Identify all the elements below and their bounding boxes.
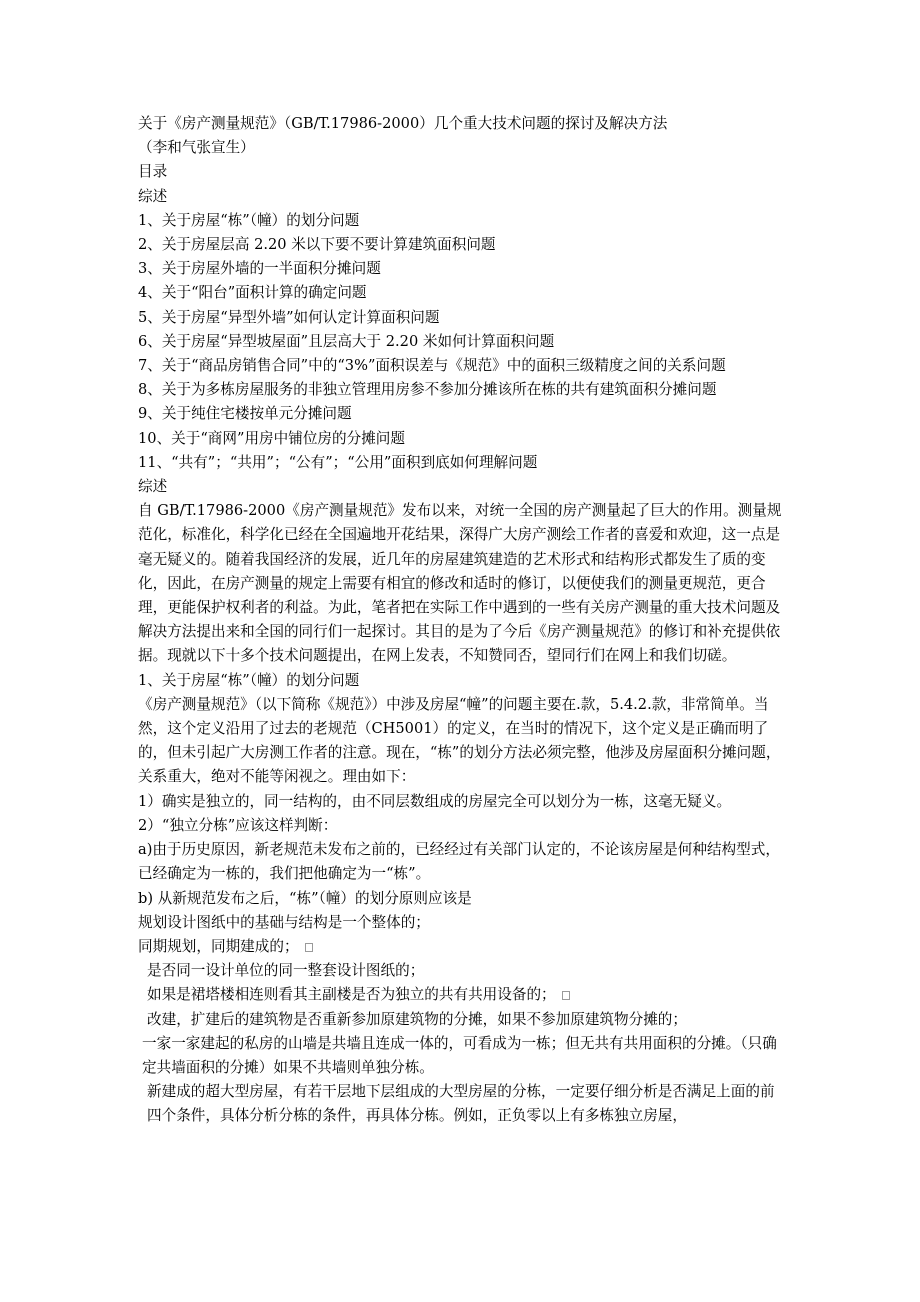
- criterion-text: 同期规划，同期建成的；: [138, 937, 299, 955]
- toc-item: 综述: [138, 187, 168, 205]
- criterion-item: [138, 1080, 788, 1128]
- point-a: a)由于历史原因，新老规范未发布之前的，已经经过有关部门认定的，不论该房屋是何种结构型式，已经确定为一栋的，我们把他确定为一“栋”。: [138, 841, 780, 883]
- toc-item: 6、关于房屋“异型坡屋面”且层高大于 2.20 米如何计算面积问题: [138, 332, 555, 350]
- toc-item: 1、关于房屋“栋”（幢）的划分问题: [138, 211, 360, 229]
- missing-glyph-box-icon: [562, 991, 570, 1000]
- criterion-text: 规划设计图纸中的基础与结构是一个整体的；: [138, 913, 430, 931]
- criterion-item: [138, 959, 788, 983]
- overview-paragraph: 自 GB/T.17986-2000《房产测量规范》发布以来，对统一全国的房产测量起了巨大的作用。测量规范化，标准化，科学化已经在全国遍地开花结果，深得广大房产测绘工作者的喜爱和欢迎，这一点是毫无疑义的。随着我国经济的发展，近几年的房屋建筑建造的艺术形式和结构形式都发生了质的变化，因此，在房产测量的规定上需要有相宜的修改和适时的修订，以便使我们的测量更规范，更合理，更能保护权利者的利益。为此，笔者把在实际工作中遇到的一些有关房产测量的重大技术问题及解决方法提出来和全国的同行们一起探讨。其目的是为了今后《房产测量规范》的修订和补充提供依据。现就以下十多个技术问题提出，在网上发表，不知赞同否，望同行们在网上和我们切磋。: [138, 502, 782, 665]
- toc-item: 5、关于房屋“异型外墙”如何认定计算面积问题: [138, 308, 440, 326]
- criterion-text: 是否同一设计单位的同一整套设计图纸的；: [147, 962, 425, 980]
- toc-item: 11、“共有”；“共用”；“公有”；“公用”面积到底如何理解问题: [138, 453, 538, 471]
- document-authors: （李和气张宣生）: [138, 139, 255, 157]
- criterion-item: [138, 911, 788, 935]
- document-page: [138, 112, 788, 1129]
- criterion-item: [138, 935, 788, 959]
- overview-heading: 综述: [138, 478, 168, 496]
- criterion-text: 如果是裙塔楼相连则看其主副楼是否为独立的共有共用设备的；: [147, 986, 556, 1004]
- criterion-item: [138, 1032, 788, 1080]
- point-2: 2）“独立分栋”应该这样判断：: [138, 816, 338, 834]
- criterion-text: 一家一家建起的私房的山墙是共墙且连成一体的，可看成为一栋；但无共有共用面积的分摊。（只确定共墙面积的分摊）如果不共墙则单独分栋。: [142, 1034, 777, 1076]
- criterion-item: [138, 983, 788, 1007]
- point-1: 1）确实是独立的，同一结构的，由不同层数组成的房屋完全可以划分为一栋，这毫无疑义。: [138, 792, 732, 810]
- section1-paragraph: 《房产测量规范》（以下简称《规范》）中涉及房屋“幢”的问题主要在.款，5.4.2.款，非常简单。当然，这个定义沿用了过去的老规范（CH5001）的定义，在当时的情况下，这个定义是正确而明了的，但未引起广大房测工作者的注意。现在，“栋”的划分方法必须完整，他涉及房屋面积分摊问题，关系重大，绝对不能等闲视之。理由如下：: [138, 695, 781, 786]
- toc-item: 8、关于为多栋房屋服务的非独立管理用房参不参加分摊该所在栋的共有建筑面积分摊问题: [138, 381, 717, 399]
- criterion-text: 改建，扩建后的建筑物是否重新参加原建筑物的分摊，如果不参加原建筑物分摊的；: [147, 1010, 687, 1028]
- toc-item: 9、关于纯住宅楼按单元分摊问题: [138, 405, 352, 423]
- criterion-item: [138, 1008, 788, 1032]
- toc-item: 4、关于“阳台”面积计算的确定问题: [138, 284, 367, 302]
- missing-glyph-box-icon: [305, 943, 313, 952]
- toc-item: 10、关于“商网”用房中铺位房的分摊问题: [138, 429, 405, 447]
- toc-item: 7、关于“商品房销售合同”中的“3%”面积误差与《规范》中的面积三级精度之间的关系问题: [138, 357, 726, 375]
- document-title: 关于《房产测量规范》（GB/T.17986-2000）几个重大技术问题的探讨及解决方法: [138, 115, 668, 132]
- toc-item: 3、关于房屋外墙的一半面积分摊问题: [138, 260, 381, 278]
- toc-item: 2、关于房屋层高 2.20 米以下要不要计算建筑面积问题: [138, 236, 496, 254]
- criterion-text: 新建成的超大型房屋，有若干层地下层组成的大型房屋的分栋，一定要仔细分析是否满足上面的前四个条件，具体分析分栋的条件，再具体分栋。例如，正负零以上有多栋独立房屋，: [147, 1083, 775, 1125]
- point-b: b) 从新规范发布之后，“栋”（幢）的划分原则应该是: [138, 889, 472, 907]
- table-of-contents: [138, 185, 788, 475]
- toc-heading: 目录: [138, 163, 168, 181]
- section1-heading: 1、关于房屋“栋”（幢）的划分问题: [138, 671, 360, 689]
